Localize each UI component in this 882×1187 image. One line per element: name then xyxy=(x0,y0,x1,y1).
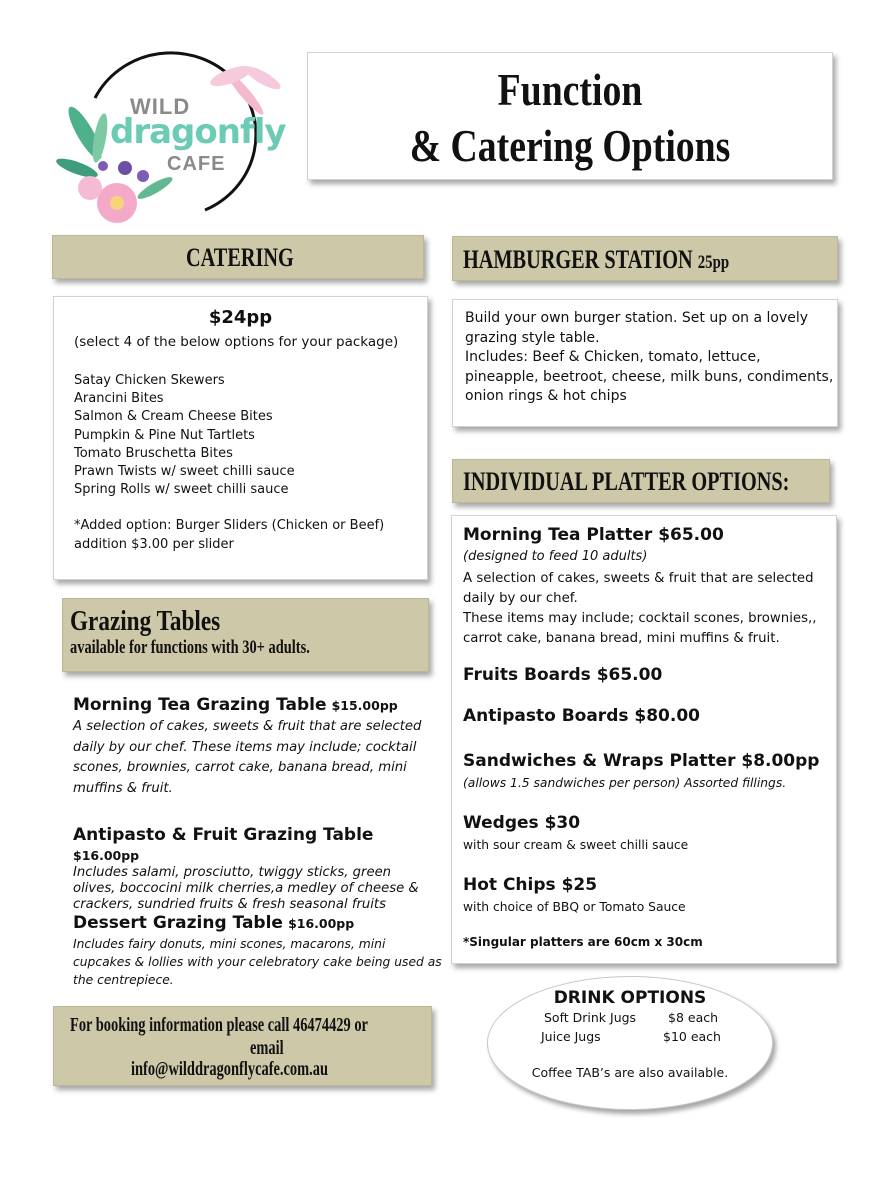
hamburger-title xyxy=(463,245,729,275)
hamburger-header xyxy=(452,236,838,281)
grazing-item-morning-tea xyxy=(73,695,443,799)
drink-name: Soft Drink Jugs xyxy=(544,1010,637,1025)
desc-line: muffins & fruit. xyxy=(73,780,173,796)
catering-list xyxy=(74,372,295,499)
grazing-item-name: Dessert Grazing Table xyxy=(73,913,283,933)
drink-price: $8 each xyxy=(668,1010,719,1025)
morning-tea-platter-title: Morning Tea Platter $65.00 xyxy=(463,525,724,545)
list-item: Arancini Bites xyxy=(74,391,164,407)
drink-row xyxy=(544,1010,724,1025)
desc-line: scones, brownies, carrot cake, banana bread, mini xyxy=(73,760,407,775)
drink-options-oval xyxy=(487,976,773,1110)
grazing-item-price: $15.00pp xyxy=(331,698,398,713)
desc-line: Includes salami, prosciutto, twiggy sticks, green xyxy=(73,865,392,880)
logo-text-wild: WILD xyxy=(130,94,191,119)
hamburger-line: grazing style table. xyxy=(465,329,600,346)
platter-header xyxy=(452,459,830,503)
desc-line: Includes fairy donuts, mini scones, macarons, mini xyxy=(73,937,386,951)
desc-line: crackers, sundried fruits & fresh seasonal fruits xyxy=(73,896,386,912)
hamburger-line: Build your own burger station. Set up on a lovely xyxy=(465,310,809,326)
catering-instruction: (select 4 of the below options for your package) xyxy=(74,334,399,350)
desc-line: the centrepiece. xyxy=(73,973,174,988)
grazing-title: Grazing Tables xyxy=(70,605,221,637)
wedges-note: with sour cream & sweet chilli sauce xyxy=(463,838,689,852)
list-item: Spring Rolls w/ sweet chilli sauce xyxy=(74,482,289,498)
fruits-boards: Fruits Boards $65.00 xyxy=(463,665,663,685)
catering-header xyxy=(52,235,424,279)
grazing-item-name: Antipasto & Fruit Grazing Table xyxy=(73,825,374,845)
booking-line2: email xyxy=(250,1038,284,1059)
catering-box xyxy=(53,296,428,580)
desc-line: These items may include; cocktail scones, brownies,, xyxy=(463,611,817,626)
list-item: Prawn Twists w/ sweet chilli sauce xyxy=(74,464,295,480)
page-title-line2: & Catering Options xyxy=(409,120,731,171)
grazing-item-antipasto xyxy=(73,825,443,912)
grazing-item-price: $16.00pp xyxy=(73,848,140,863)
booking-email[interactable]: info@wilddragonflycafe.com.au xyxy=(131,1059,329,1080)
hamburger-line: pineapple, beetroot, cheese, milk buns, condiments, xyxy=(465,368,834,385)
list-item: Tomato Bruschetta Bites xyxy=(74,445,233,461)
grazing-item-name: Morning Tea Grazing Table xyxy=(73,695,327,715)
drink-name: Juice Jugs xyxy=(541,1029,601,1044)
booking-box xyxy=(53,1006,432,1086)
hot-chips-note: with choice of BBQ or Tomato Sauce xyxy=(463,900,686,914)
desc-line: cupcakes & lollies with your celebratory cake being used as xyxy=(73,955,442,970)
drink-options-title: DRINK OPTIONS xyxy=(553,988,707,1008)
sandwiches-platter: Sandwiches & Wraps Platter $8.00pp xyxy=(463,751,820,771)
desc-line: daily by our chef. These items may include; cocktail xyxy=(73,739,417,755)
hot-chips-title: Hot Chips $25 xyxy=(463,875,598,895)
antipasto-boards: Antipasto Boards $80.00 xyxy=(463,706,700,726)
hamburger-line: Includes: Beef & Chicken, tomato, lettuce, xyxy=(465,349,761,366)
list-item: Satay Chicken Skewers xyxy=(74,373,225,388)
drink-price: $10 each xyxy=(663,1029,721,1044)
hamburger-title-text: HAMBURGER STATION xyxy=(463,245,693,274)
logo-text-cafe: CAFE xyxy=(167,153,226,175)
title-box xyxy=(307,52,833,180)
grazing-item-dessert xyxy=(73,913,443,990)
booking-line1: For booking information please call 46474429 or xyxy=(70,1015,368,1036)
grazing-subtitle: available for functions with 30+ adults. xyxy=(70,637,310,658)
list-item: Salmon & Cream Cheese Bites xyxy=(74,409,273,425)
logo-text-dragonfly: dragonfly xyxy=(110,112,286,152)
catering-addon-line2: addition $3.00 per slider xyxy=(74,537,234,552)
platter-box xyxy=(451,515,837,964)
morning-tea-platter-desc xyxy=(463,569,816,649)
platter-footnote: *Singular platters are 60cm x 30cm xyxy=(463,935,703,949)
catering-addon-line1: *Added option: Burger Sliders (Chicken or Beef) xyxy=(74,518,385,533)
desc-line: A selection of cakes, sweets & fruit that are selected xyxy=(463,571,814,586)
desc-line: daily by our chef. xyxy=(463,591,578,606)
page-title-line1: Function xyxy=(497,64,643,115)
desc-line: carrot cake, banana bread, mini muffins & fruit. xyxy=(463,631,780,646)
desc-line: A selection of cakes, sweets & fruit that are selected xyxy=(73,719,422,734)
desc-line: olives, boccocini milk cherries,a medley of cheese & xyxy=(73,880,419,896)
catering-title: CATERING xyxy=(186,243,294,272)
platter-title: INDIVIDUAL PLATTER OPTIONS: xyxy=(463,467,790,496)
drink-options-note: Coffee TAB’s are also available. xyxy=(531,1065,729,1080)
cafe-logo xyxy=(55,38,300,228)
grazing-item-price: $16.00pp xyxy=(288,916,355,931)
sandwiches-note: (allows 1.5 sandwiches per person) Assorted fillings. xyxy=(463,776,787,790)
hamburger-price: 25pp xyxy=(697,252,730,273)
hamburger-box xyxy=(452,299,838,427)
morning-tea-platter-note: (designed to feed 10 adults) xyxy=(463,549,648,564)
wedges-title: Wedges $30 xyxy=(463,813,581,833)
catering-price: $24pp xyxy=(208,307,273,328)
grazing-header xyxy=(62,598,429,672)
hamburger-line: onion rings & hot chips xyxy=(465,388,627,405)
list-item: Pumpkin & Pine Nut Tartlets xyxy=(74,427,255,443)
drink-row xyxy=(541,1029,721,1044)
